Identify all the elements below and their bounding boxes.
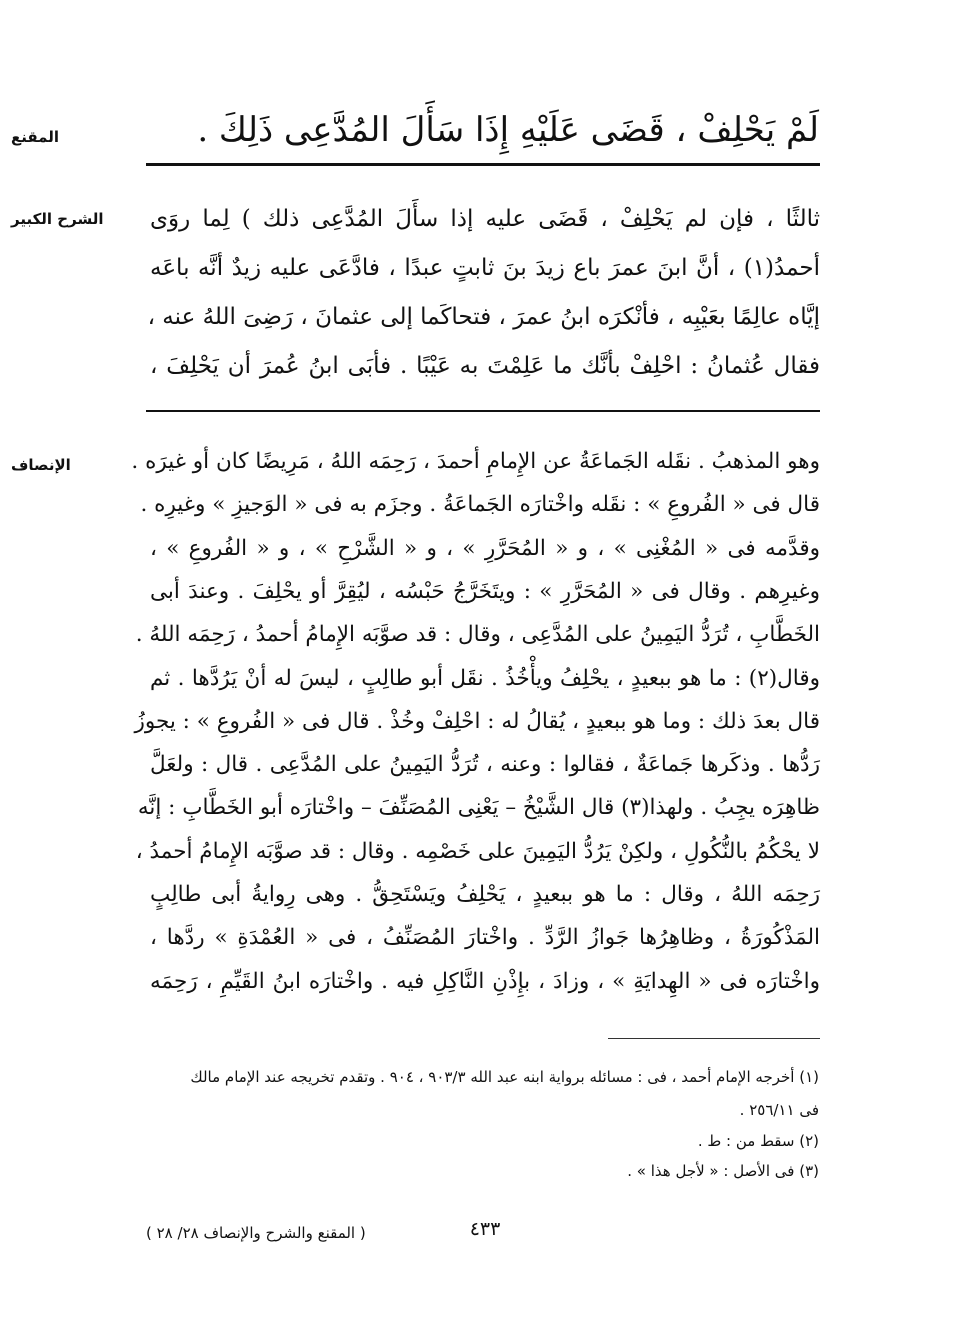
insaf-line: لا يحْكُمُ بالنُّكُولِ ، ولكِنْ يَرُدُّ اليَمِينَ على خَصْمِه . وقال : قد صوَّبَه الإِمامُ أحمدُ ،: [135, 838, 820, 864]
insaf-line: رَحِمَه اللهُ ، وقال : ما هو ببعيدٍ ، يَحْلِفُ ويَسْتَحِقُّ . وهى رِوايةُ أبى طالِبٍ: [150, 882, 820, 907]
muqni-text: لَمْ يَحْلِفْ ، قَضَى عَلَيْهِ إِذَا سَأَلَ المُدَّعِى ذَلِكَ .: [197, 110, 819, 150]
insaf-line: وهو المذهبُ . نقَله الجَماعَةُ عن الإِمامِ أحمدَ ، رَحِمَه اللهُ ، مَرِيضًا كان أو غيرَه .: [131, 449, 820, 474]
insaf-line: المَذْكُورَةُ ، وظاهِرُها جَوازُ الرَّدِّ . واخْتارَ المُصَنِّفُ ، فى « العُمْدَةِ » ردَّها ،: [150, 925, 820, 951]
footnote-1: (١) أخرجه الإمام أحمد ، فى : مسائله برواية ابنه عبد الله ٩٠٣/٣ ، ٩٠٤ . وتقدم تخريجه عند الإمام مالك: [190, 1068, 819, 1086]
insaf-line: رَدُّها . وذكَرها جَماعَةٌ ، فقالوا : وعنه ، تُرَدُّ اليَمِينُ على المُدَّعِى . قال : ولعَلَّ: [150, 752, 820, 778]
insaf-line: وغيرِهم . وقال فى « المُحَرَّرِ » : ويتَخَرَّجُ حَبْسُه ، ليُقِرَّ أو يحْلِفَ . وعندَ أبى: [150, 578, 820, 604]
insaf-line: الخَطَّابِ ، تُرَدُّ اليَمِينُ على المُدَّعِى ، وقال : قد صوَّبَه الإِمامُ أحمدُ ، رَحِمَه اللهُ .: [135, 622, 820, 648]
sharh-line: إيَّاه عالِمًا بعَيْبِه ، فأنْكرَه ابنُ عمرَ ، فتحاكَما إلى عثمانَ ، رَضِىَ اللهُ عنه ،: [147, 304, 820, 330]
insaf-line: قال بعدَ ذلك : وما هو ببعيدٍ ، يُقالُ له : احْلِفْ وخُذْ . قال فى « الفُروعِ » : يجوزُ: [134, 708, 820, 734]
section-divider-thick: [146, 163, 820, 166]
sharh-line: فقال عُثمانُ : احْلِفْ بأنَّك ما عَلِمْتَ به عَيْبًا . فأبَى ابنُ عُمرَ أن يَحْلِفَ ،: [150, 353, 820, 379]
footnote-divider: [608, 1038, 820, 1039]
insaf-line: ظاهِرَه يجِبُ . ولهذا(٣) قال الشَّيْخُ – يَعْنِى المُصَنِّفَ – واخْتارَه أبو الخَطَّابِ : إنَّه: [137, 795, 820, 821]
insaf-line: قال فى « الفُروعِ » : نقَله واخْتارَه الجَماعَةُ . وجزَم به فى « الوَجيزِ » وغيرِه .: [140, 492, 820, 518]
insaf-line: وقدَّمه فى « المُغْنِى » ، و « المُحَرَّرِ » ، و « الشَّرْحِ » ، و « الفُروعِ » ،: [150, 535, 820, 561]
section-divider: [146, 410, 820, 412]
sharh-line: ثالثًا ، فإن لم يَحْلِفْ ، قَضَى عليه إذا سأَلَ المُدَّعِى ذلك ) لِما روَى: [150, 206, 820, 232]
footnote-3: (٣) فى الأصل : « لأجل هذا » .: [627, 1162, 819, 1180]
insaf-line: واخْتارَه فى « الهِدايَةِ » ، وزادَ ، بإِذْنِ النَّاكِلِ فيه . واخْتارَه ابنُ القَيِّمِ ، رَحِمَه: [150, 968, 820, 994]
footnote-2: (٢) سقط من : ط .: [697, 1132, 819, 1150]
insaf-line: وقال(٢) : ما هو ببعيدٍ ، يحْلِفُ ويأْخُذُ . نقَل أبو طالِبٍ ، ليسَ له أنْ يَرُدَّها . ثم: [150, 665, 820, 691]
book-reference: ( المقنع والشرح والإنصاف ٢٨/ ٢٨ ): [146, 1224, 366, 1242]
footnote-1-continued: فى ٢٥٦/١١ .: [739, 1101, 819, 1119]
side-label-muqni: المقنع: [11, 128, 59, 146]
side-label-insaf: الإنصاف: [11, 456, 71, 474]
side-label-sharh: الشرح الكبير: [11, 210, 104, 228]
sharh-line: أحمدُ(١) ، أنَّ ابنَ عمرَ باع زيدَ بنَ ثابتٍ عبدًا ، فادَّعَى عليه زيدٌ أنَّه باعَه: [150, 255, 820, 281]
page-number: ٤٣٣: [469, 1218, 501, 1240]
